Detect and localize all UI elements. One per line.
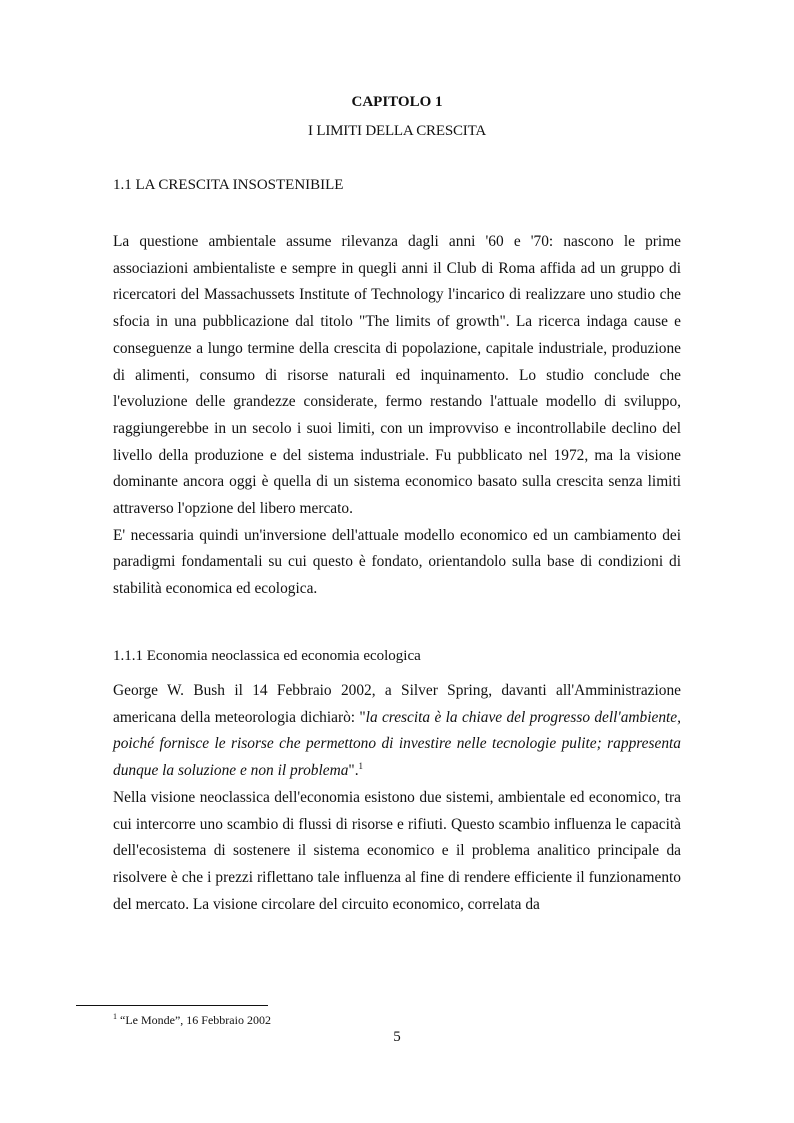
- subsection-body: [113, 678, 681, 918]
- footnote-reference: 1: [358, 761, 364, 772]
- quote-intro: George W. Bush il 14 Febbraio 2002, a Silver Spring, davanti all'Amministrazione americana della meteorologia dichiarò: ": [113, 682, 681, 726]
- section-heading: 1.1 LA CRESCITA INSOSTENIBILE: [113, 177, 344, 193]
- chapter-title: I LIMITI DELLA CRESCITA: [308, 123, 486, 139]
- section-body: [113, 229, 681, 603]
- body-paragraph: La questione ambientale assume rilevanza dagli anni '60 e '70: nascono le prime associazioni ambientaliste e sempre in quegli anni il Club di Roma affida ad un gruppo di ricercatori del Massachussets Institute of Technology l'incarico di realizzare uno studio che sfocia in una pubblicazione dal titolo "The limits of growth". La ricerca indaga cause e conseguenze a lungo termine della crescita di popolazione, capitale industriale, produzione di alimenti, consumo di risorse naturali ed inquinamento. Lo studio conclude che l'evoluzione delle grandezze considerate, fermo restando l'attuale modello di sviluppo, raggiungerebbe in un secolo i suoi limiti, con un improvviso e incontrollabile declino del livello della produzione e del sistema industriale. Fu pubblicato nel 1972, ma la visione dominante ancora oggi è quella di un sistema economico basato sulla crescita senza limiti attraverso l'opzione del libero mercato.: [113, 233, 681, 518]
- page-number: 5: [393, 1029, 401, 1045]
- chapter-label: CAPITOLO 1: [351, 94, 443, 110]
- footnote-divider: [76, 1005, 268, 1006]
- footnote: [113, 1013, 271, 1028]
- footnote-text: “Le Monde”, 16 Febbraio 2002: [117, 1013, 271, 1027]
- quote-close: ".: [348, 762, 359, 780]
- body-paragraph: E' necessaria quindi un'inversione dell'attuale modello economico ed un cambiamento dei paradigmi fondamentali su cui questo è fondato, orientandolo sulla base di condizioni di stabilità economica ed ecologica.: [113, 526, 681, 598]
- subsection-heading: 1.1.1 Economia neoclassica ed economia ecologica: [113, 648, 421, 664]
- quote-paragraph: [113, 678, 681, 785]
- quote-text: la crescita è la chiave del progresso dell'ambiente, poiché fornisce le risorse che permettono di investire nelle tecnologie pulite; rappresenta dunque la soluzione e non il problema: [113, 708, 681, 780]
- footnote-number: 1: [113, 1012, 117, 1021]
- body-paragraph: Nella visione neoclassica dell'economia esistono due sistemi, ambientale ed economico, tra cui intercorre uno scambio di flussi di risorse e rifiuti. Questo scambio influenza le capacità dell'ecosistema di sostenere il sistema economico e il problema analitico principale da risolvere è che i prezzi riflettano tale influenza al fine di rendere efficiente il funzionamento del mercato. La visione circolare del circuito economico, correlata da: [113, 788, 681, 913]
